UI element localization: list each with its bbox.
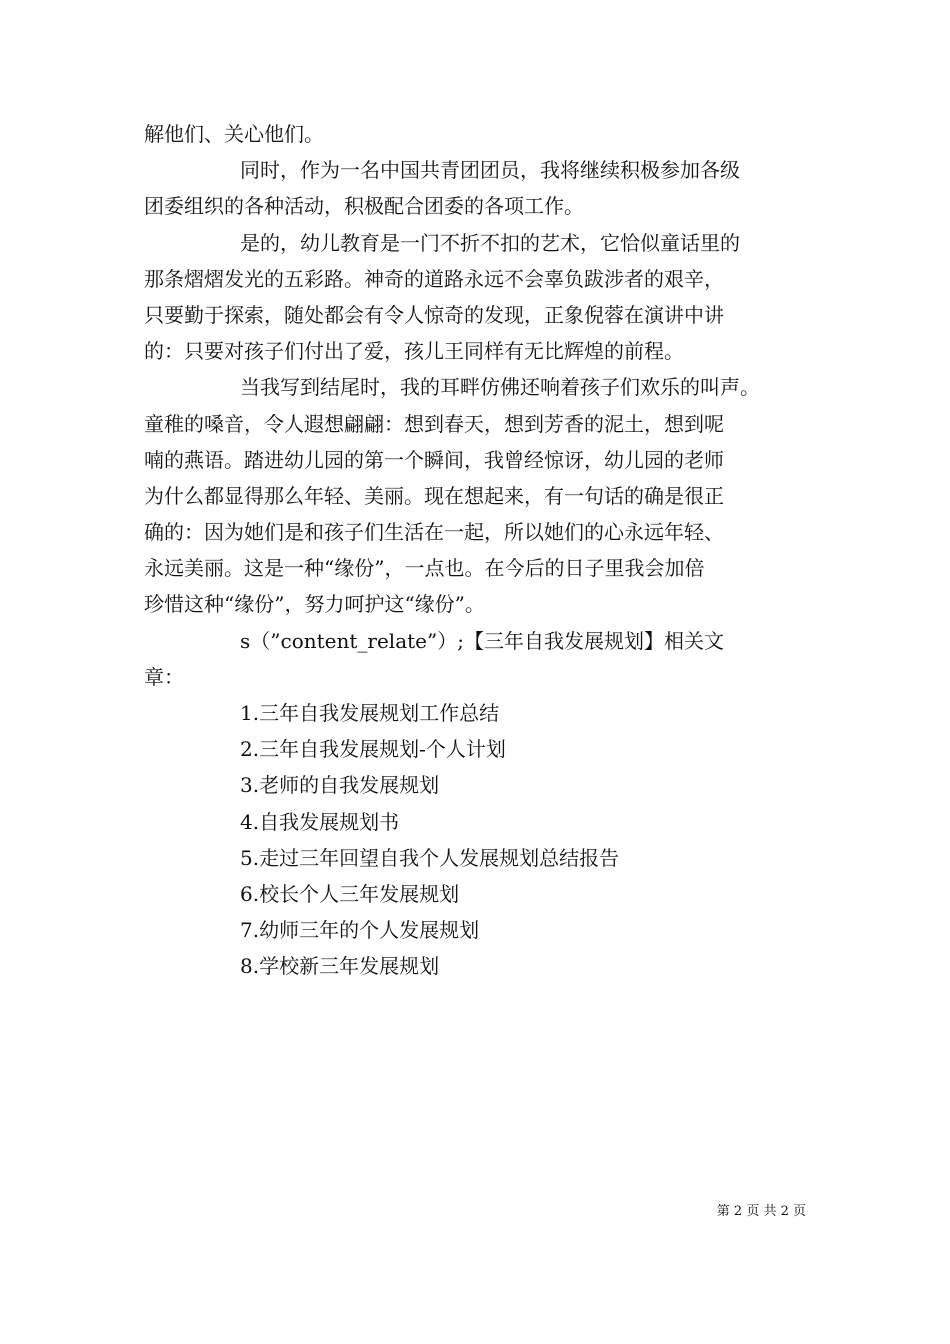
related-article-item[interactable]: 4.自我发展规划书: [240, 809, 400, 834]
paragraph-line: 为什么都显得那么年轻、美丽。现在想起来，有一句话的确是很正: [144, 483, 724, 508]
related-article-item[interactable]: 1.三年自我发展规划工作总结: [240, 701, 500, 725]
body-text: [144, 116, 816, 985]
paragraph-line: 童稚的嗓音，令人遐想翩翩：想到春天，想到芳香的泥土，想到呢: [144, 411, 724, 436]
paragraph-line: 是的，幼儿教育是一门不折不扣的艺术，它恰似童话里的: [240, 230, 740, 255]
related-article-item[interactable]: 8.学校新三年发展规划: [240, 954, 440, 979]
paragraph-line: 永远美丽。这是一种“缘份”，一点也。在今后的日子里我会加倍: [144, 556, 705, 581]
related-articles-list: [144, 695, 816, 985]
paragraph-line: 解他们、关心他们。: [144, 122, 324, 146]
paragraph-line: 团委组织的各种活动，积极配合团委的各项工作。: [144, 194, 584, 219]
related-article-item[interactable]: 2.三年自我发展规划-个人计划: [240, 737, 506, 762]
paragraph-line: 那条熠熠发光的五彩路。神奇的道路永远不会辜负跋涉者的艰辛，: [144, 266, 724, 291]
related-article-item[interactable]: 7.幼师三年的个人发展规划: [240, 918, 480, 943]
paragraph-line: s（”content_relate”）;【三年自我发展规划】相关文: [240, 628, 724, 653]
related-article-item[interactable]: 3.老师的自我发展规划: [240, 773, 440, 798]
paragraph-line: 当我写到结尾时，我的耳畔仿佛还响着孩子们欢乐的叫声。: [240, 375, 760, 400]
related-article-item[interactable]: 5.走过三年回望自我个人发展规划总结报告: [240, 845, 620, 870]
paragraph-line: 喃的燕语。踏进幼儿园的第一个瞬间，我曾经惊讶，幼儿园的老师: [144, 447, 724, 472]
paragraph-line: 只要勤于探索，随处都会有令人惊奇的发现，正象倪蓉在演讲中讲: [144, 302, 724, 327]
page-number-footer: 第 2 页 共 2 页: [716, 1204, 806, 1219]
paragraph-line: 珍惜这种“缘份”，努力呵护这“缘份”。: [144, 592, 485, 617]
paragraph-line: 的：只要对孩子们付出了爱，孩儿王同样有无比辉煌的前程。: [144, 339, 684, 364]
related-article-item[interactable]: 6.校长个人三年发展规划: [240, 881, 460, 906]
paragraph-line: 章：: [144, 664, 184, 689]
paragraph-line: 确的：因为她们是和孩子们生活在一起，所以她们的心永远年轻、: [144, 520, 724, 545]
paragraph-line: 同时，作为一名中国共青团团员，我将继续积极参加各级: [240, 158, 740, 183]
